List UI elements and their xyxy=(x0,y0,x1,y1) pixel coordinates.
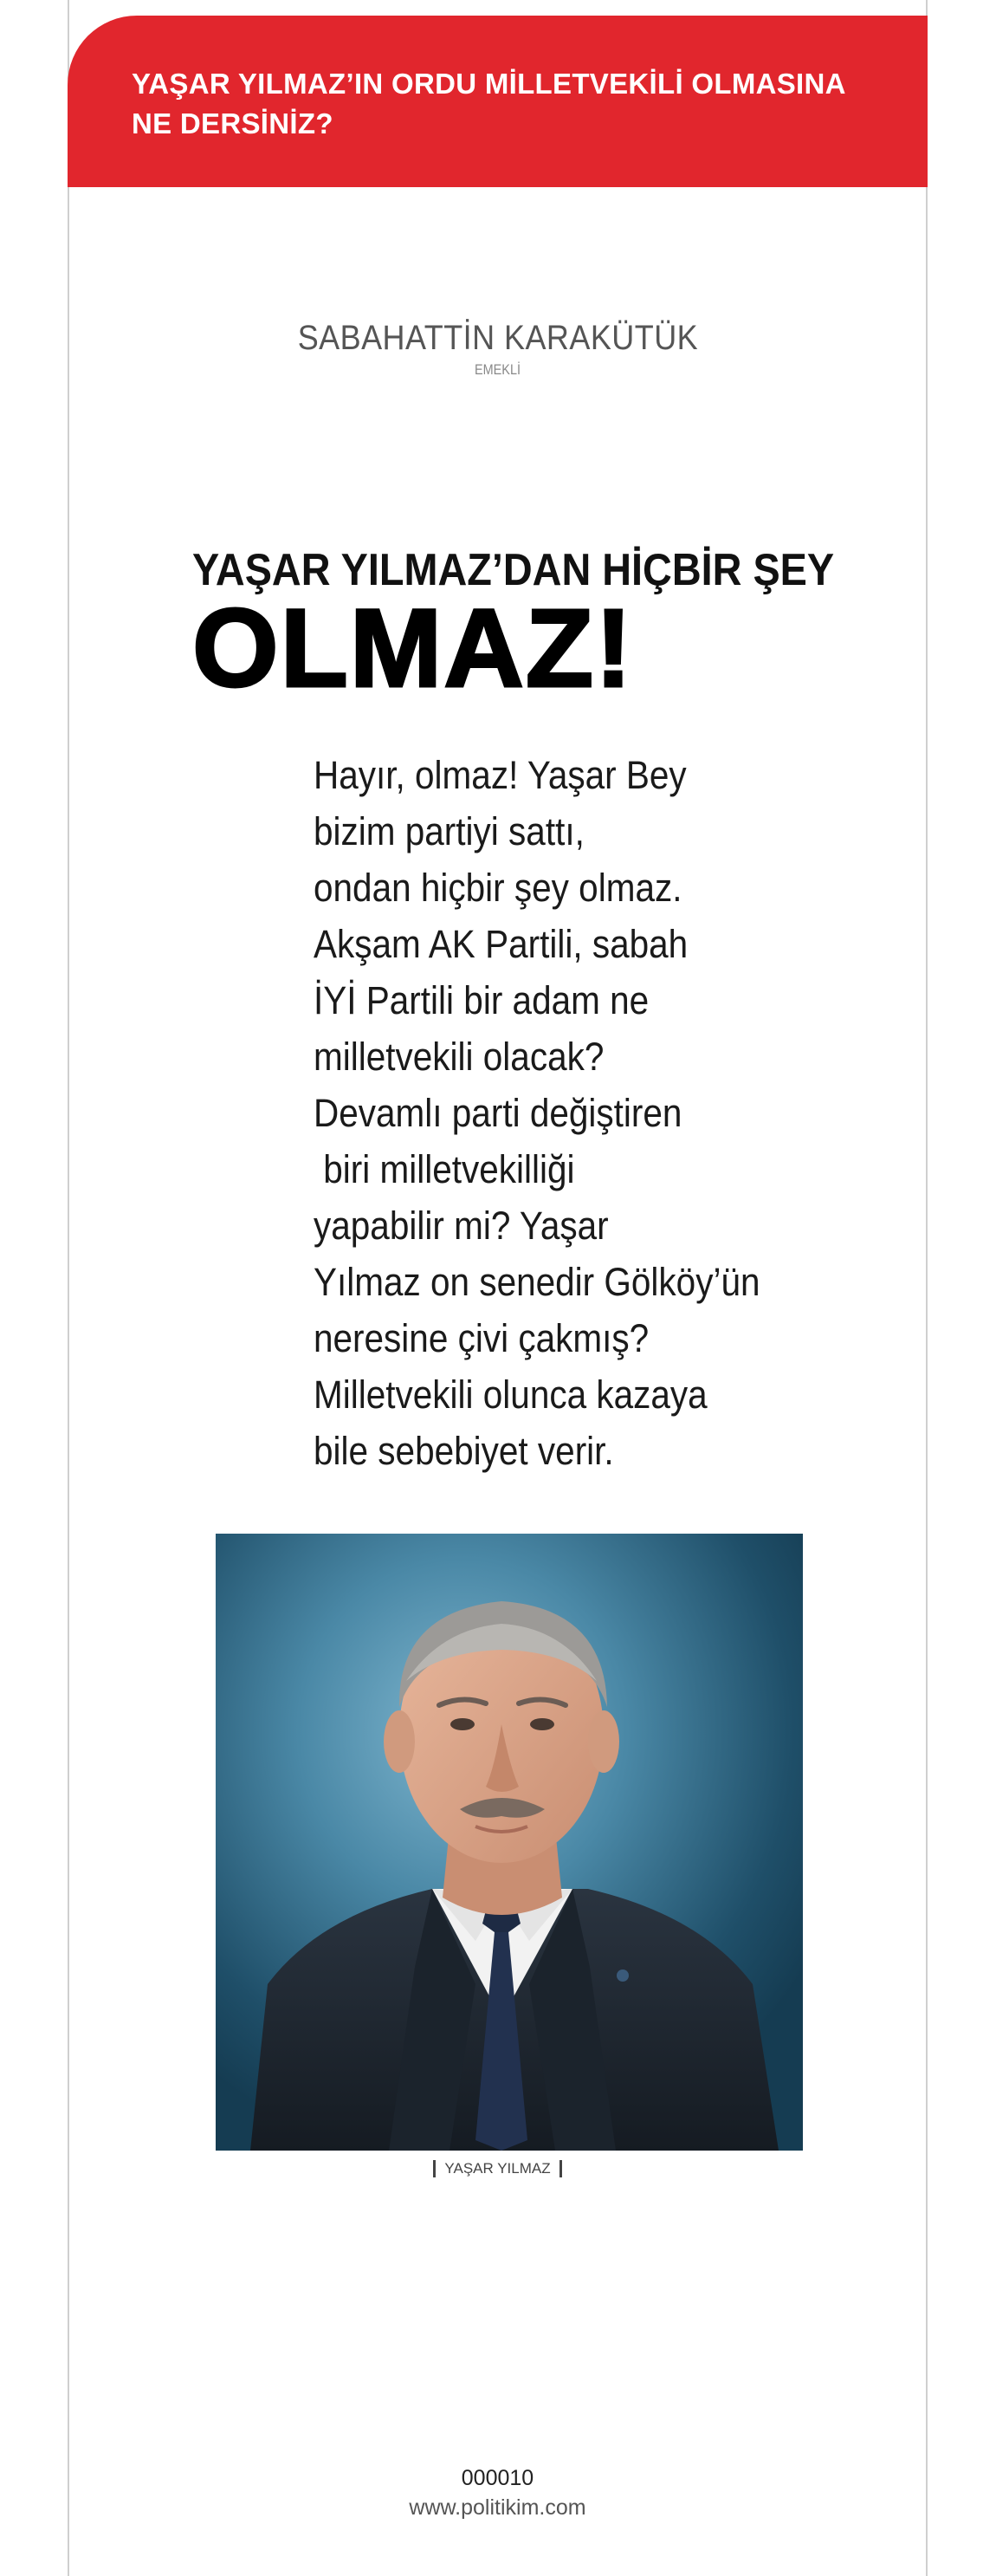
answer-line: bizim partiyi sattı, xyxy=(314,809,585,853)
photo-caption-text: YAŞAR YILMAZ xyxy=(433,2160,561,2177)
portrait-photo xyxy=(216,1534,803,2151)
answer-line: Akşam AK Partili, sabah xyxy=(314,922,689,966)
page-code: 000010 xyxy=(461,2466,534,2490)
page-footer xyxy=(68,2463,928,2522)
answer-line: neresine çivi çakmış? xyxy=(314,1316,650,1360)
banner-title xyxy=(132,64,893,144)
answer-line: bile sebebiyet verir. xyxy=(314,1429,614,1473)
answer-line: Milletvekili olunca kazaya xyxy=(314,1372,708,1417)
author-role: EMEKLİ xyxy=(474,361,521,378)
answer-line: Hayır, olmaz! Yaşar Bey xyxy=(314,753,687,797)
answer-line: İYİ Partili bir adam ne xyxy=(314,978,650,1022)
author-name: SABAHATTİN KARAKÜTÜK xyxy=(297,319,698,357)
headline xyxy=(192,544,905,711)
question-banner xyxy=(68,16,928,187)
banner-title-line1: YAŞAR YILMAZ’IN ORDU MİLLETVEKİLİ OLMASINA xyxy=(132,68,846,100)
answer-line: Devamlı parti değiştiren xyxy=(314,1091,682,1135)
answer-line: ondan hiçbir şey olmaz. xyxy=(314,866,682,910)
answer-line: Yılmaz on senedir Gölköy’ün xyxy=(314,1260,760,1304)
portrait-illustration xyxy=(216,1534,803,2151)
site-link[interactable]: www.politikim.com xyxy=(409,2495,586,2520)
headline-line1: YAŞAR YILMAZ’DAN HİÇBİR ŞEY xyxy=(192,545,835,595)
answer-line: biri milletvekilliği xyxy=(314,1147,575,1191)
photo-caption xyxy=(68,2160,928,2177)
answer-line: milletvekili olacak? xyxy=(314,1035,605,1079)
answer-text xyxy=(314,747,799,1479)
answer-line: yapabilir mi? Yaşar xyxy=(314,1204,609,1248)
headline-line2: OLMAZ! xyxy=(192,587,634,711)
banner-title-line2: NE DERSİNİZ? xyxy=(132,107,333,140)
author-block xyxy=(68,319,928,379)
